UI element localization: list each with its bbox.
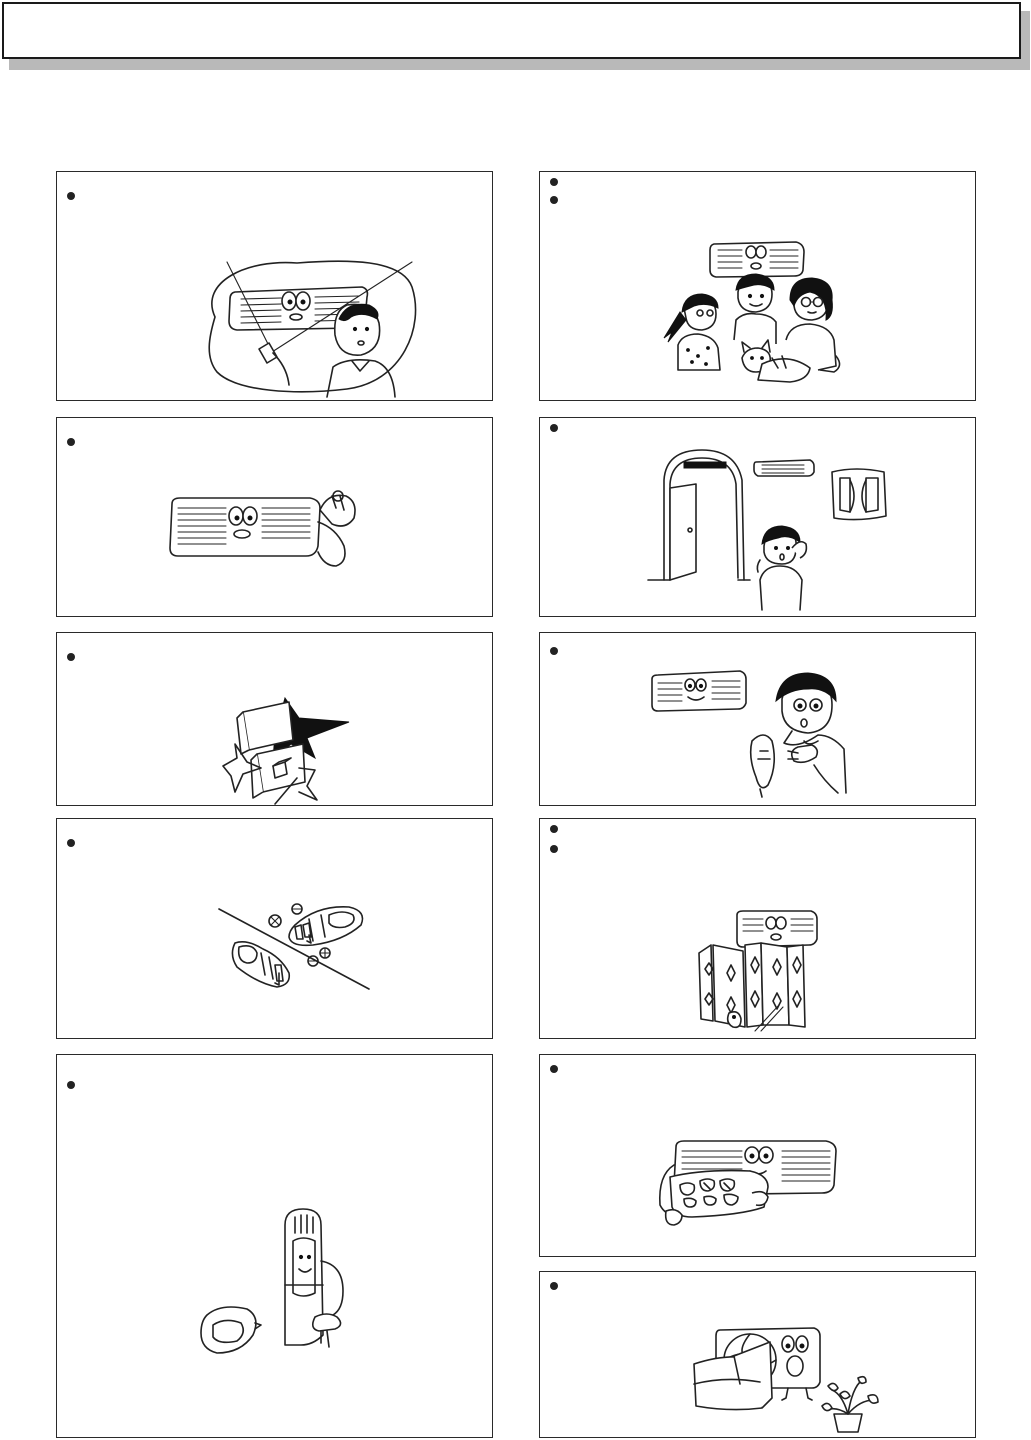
- bullet-item: [550, 647, 566, 655]
- bullet-dot: [67, 192, 75, 200]
- bullet-item: [550, 845, 566, 853]
- ac-unit-with-hand-icon: [162, 486, 372, 576]
- person-holding-remote-icon: [648, 669, 848, 799]
- bullet-item: [550, 825, 566, 833]
- page-header: [2, 2, 1021, 59]
- bullet-item: [67, 438, 83, 446]
- remote-battery-insertion-icon: [217, 895, 377, 995]
- panel-6: [539, 632, 976, 806]
- remote-holder-icon: [197, 1205, 377, 1370]
- open-door-window-person-icon: [644, 440, 904, 610]
- bullet-item: [67, 839, 83, 847]
- panel-3: [56, 417, 493, 617]
- bullet-dot: [550, 196, 558, 204]
- bullet-item: [67, 192, 83, 200]
- panel-1: [56, 171, 493, 401]
- bullet-dot: [67, 438, 75, 446]
- outdoor-unit-obstruction-icon: [690, 1324, 890, 1434]
- bullet-item: [67, 1081, 83, 1089]
- ac-holding-filter-icon: [652, 1135, 842, 1235]
- panel-2: [539, 171, 976, 401]
- bullet-item: [550, 1282, 566, 1290]
- bullet-dot: [550, 424, 558, 432]
- bullet-dot: [550, 825, 558, 833]
- panel-11: [539, 1271, 976, 1438]
- bullet-dot: [67, 839, 75, 847]
- bullet-dot: [550, 178, 558, 186]
- bullet-dot: [550, 1282, 558, 1290]
- panel-8: [539, 818, 976, 1039]
- panel-10: [539, 1054, 976, 1257]
- impact-on-unit-icon: [207, 688, 357, 803]
- bullet-dot: [550, 1065, 558, 1073]
- bullet-item: [550, 424, 566, 432]
- panel-7: [56, 818, 493, 1039]
- bullet-item: [550, 1065, 566, 1073]
- screen-blocking-signal-icon: [695, 909, 835, 1034]
- panel-4: [539, 417, 976, 617]
- bullet-dot: [550, 647, 558, 655]
- bullet-dot: [550, 845, 558, 853]
- bullet-item: [550, 178, 566, 186]
- panel-5: [56, 632, 493, 806]
- person-pointing-remote-at-ac-icon: [197, 257, 427, 397]
- bullet-dot: [67, 1081, 75, 1089]
- panel-9: [56, 1054, 493, 1438]
- bullet-item: [67, 653, 83, 661]
- bullet-dot: [67, 653, 75, 661]
- family-with-cat-under-ac-icon: [658, 240, 858, 385]
- bullet-item: [550, 196, 566, 204]
